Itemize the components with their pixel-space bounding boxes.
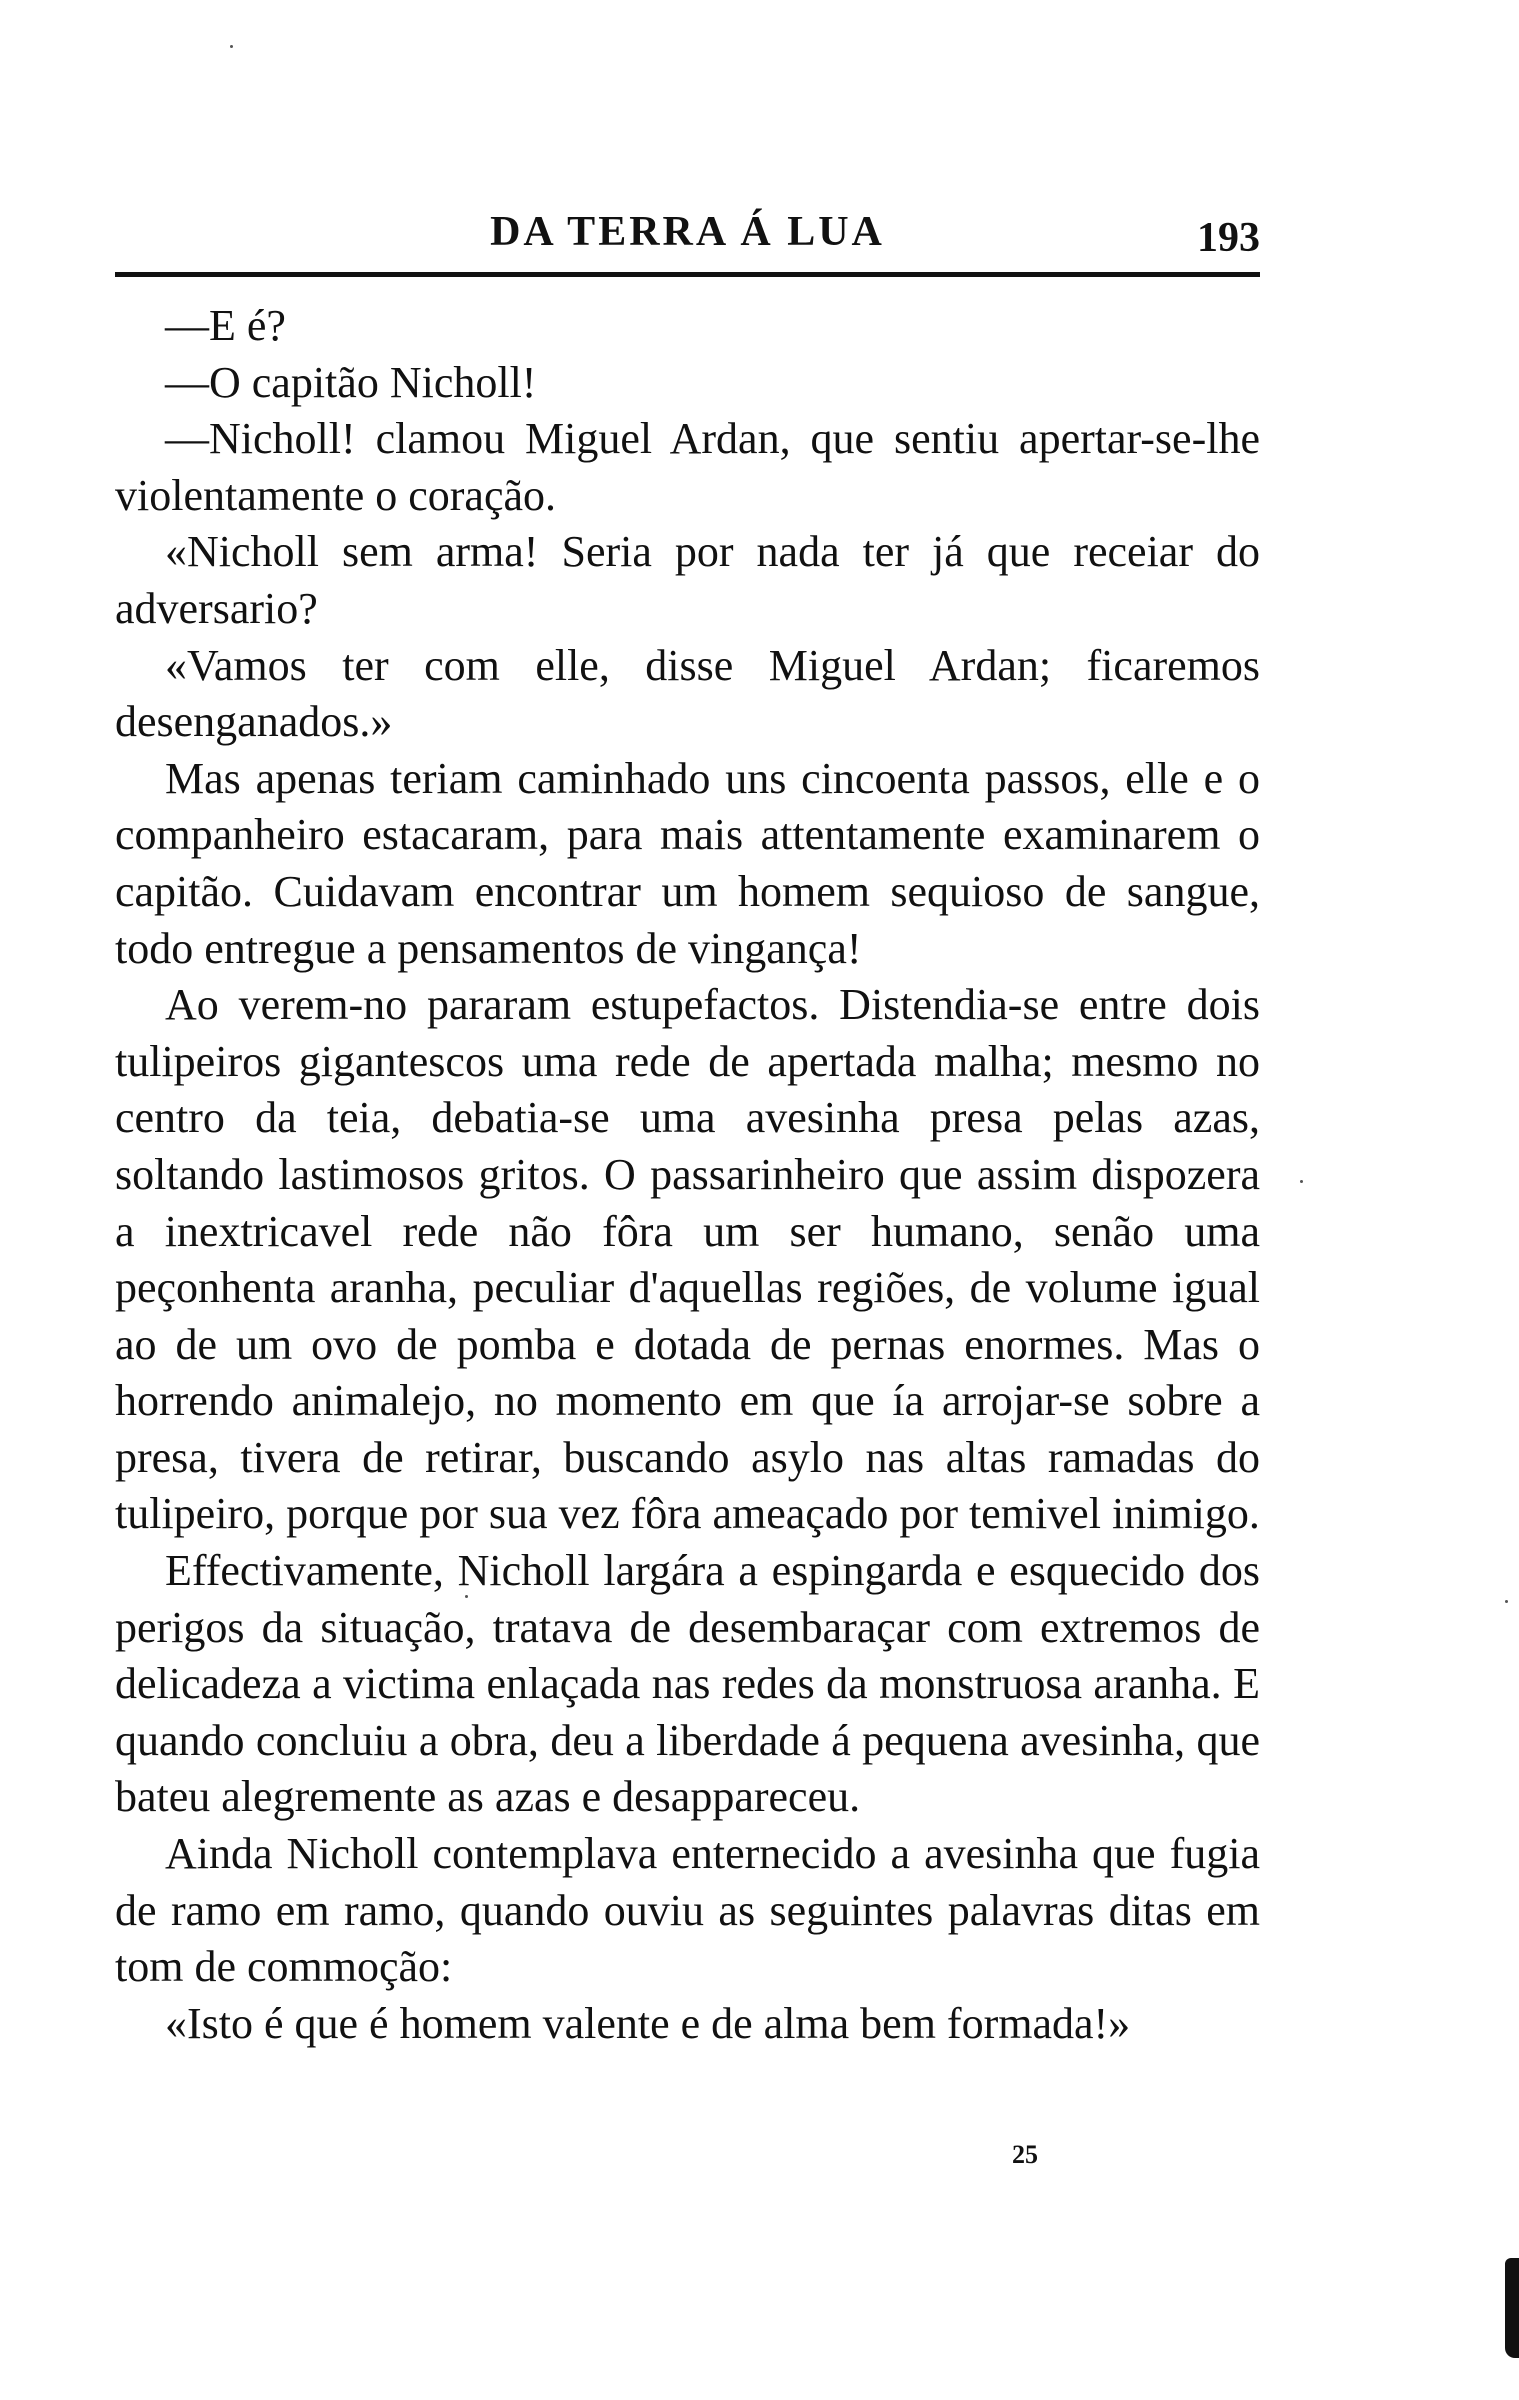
paragraph: —Nicholl! clamou Miguel Ardan, que sentiu apertar-se-lhe violentamente o coração. — [115, 414, 1260, 520]
paragraph: Ainda Nicholl contemplava enternecido a avesinha que fugia de ramo em ramo, quando ouviu as seguintes palavras ditas em tom de commoção: — [115, 1829, 1260, 1992]
header-rule — [115, 272, 1260, 277]
signature-mark: 25 — [1012, 2140, 1038, 2169]
scan-edge-mark — [1505, 2258, 1519, 2358]
paragraph: —E é? — [165, 301, 286, 350]
scan-speck — [1505, 1600, 1508, 1603]
scan-speck — [1300, 1180, 1303, 1183]
paragraph: —O capitão Nicholl! — [165, 357, 537, 407]
paragraph: Ao verem-no pararam estupefactos. Distendia-se entre dois tulipeiros gigantescos uma rede de apertada malha; mesmo no centro da teia, debatia-se uma avesinha presa pelas azas, soltando lastimosos gritos. O passarinheiro que assim dispozera a inextricavel rede não fôra um ser humano, senão uma peçonhenta aranha, peculiar d'aquellas regiões, de volume igual ao de um ovo de pomba e dotada de pernas enormes. Mas o horrendo animalejo, no momento em que ía arrojar-se sobre a presa, tivera de retirar, buscando asylo nas altas ramadas do tulipeiro, porque por sua vez fôra ameaçado por temivel inimigo. — [115, 980, 1260, 1539]
running-head — [115, 200, 1260, 270]
paragraph: Effectivamente, Nicholl largára a espingarda e esquecido dos perigos da situação, tratava de desembaraçar com extremos de delicadeza a victima enlaçada nas redes da monstruosa aranha. E quando concluiu a obra, deu a liberdade á pequena avesinha, que bateu alegremente as azas e desappareceu. — [115, 1546, 1260, 1822]
scan-speck — [230, 45, 233, 48]
paragraph: «Vamos ter com elle, disse Miguel Ardan; ficaremos desenganados.» — [115, 640, 1260, 747]
paragraph: Mas apenas teriam caminhado uns cincoenta passos, elle e o companheiro estacaram, para mais attentamente examinarem o capitão. Cuidavam encontrar um homem sequioso de sangue, todo entregue a pensamentos de vingança! — [115, 753, 1260, 973]
page-number: 193 — [1197, 215, 1260, 261]
running-title: DA TERRA Á LUA — [490, 209, 885, 255]
paragraph: «Isto é que é homem valente e de alma bem formada!» — [165, 1998, 1131, 2048]
body-text — [115, 298, 1260, 2052]
scan-speck — [465, 1595, 468, 1598]
paragraph: «Nicholl sem arma! Seria por nada ter já que receiar do adversario? — [115, 527, 1260, 633]
